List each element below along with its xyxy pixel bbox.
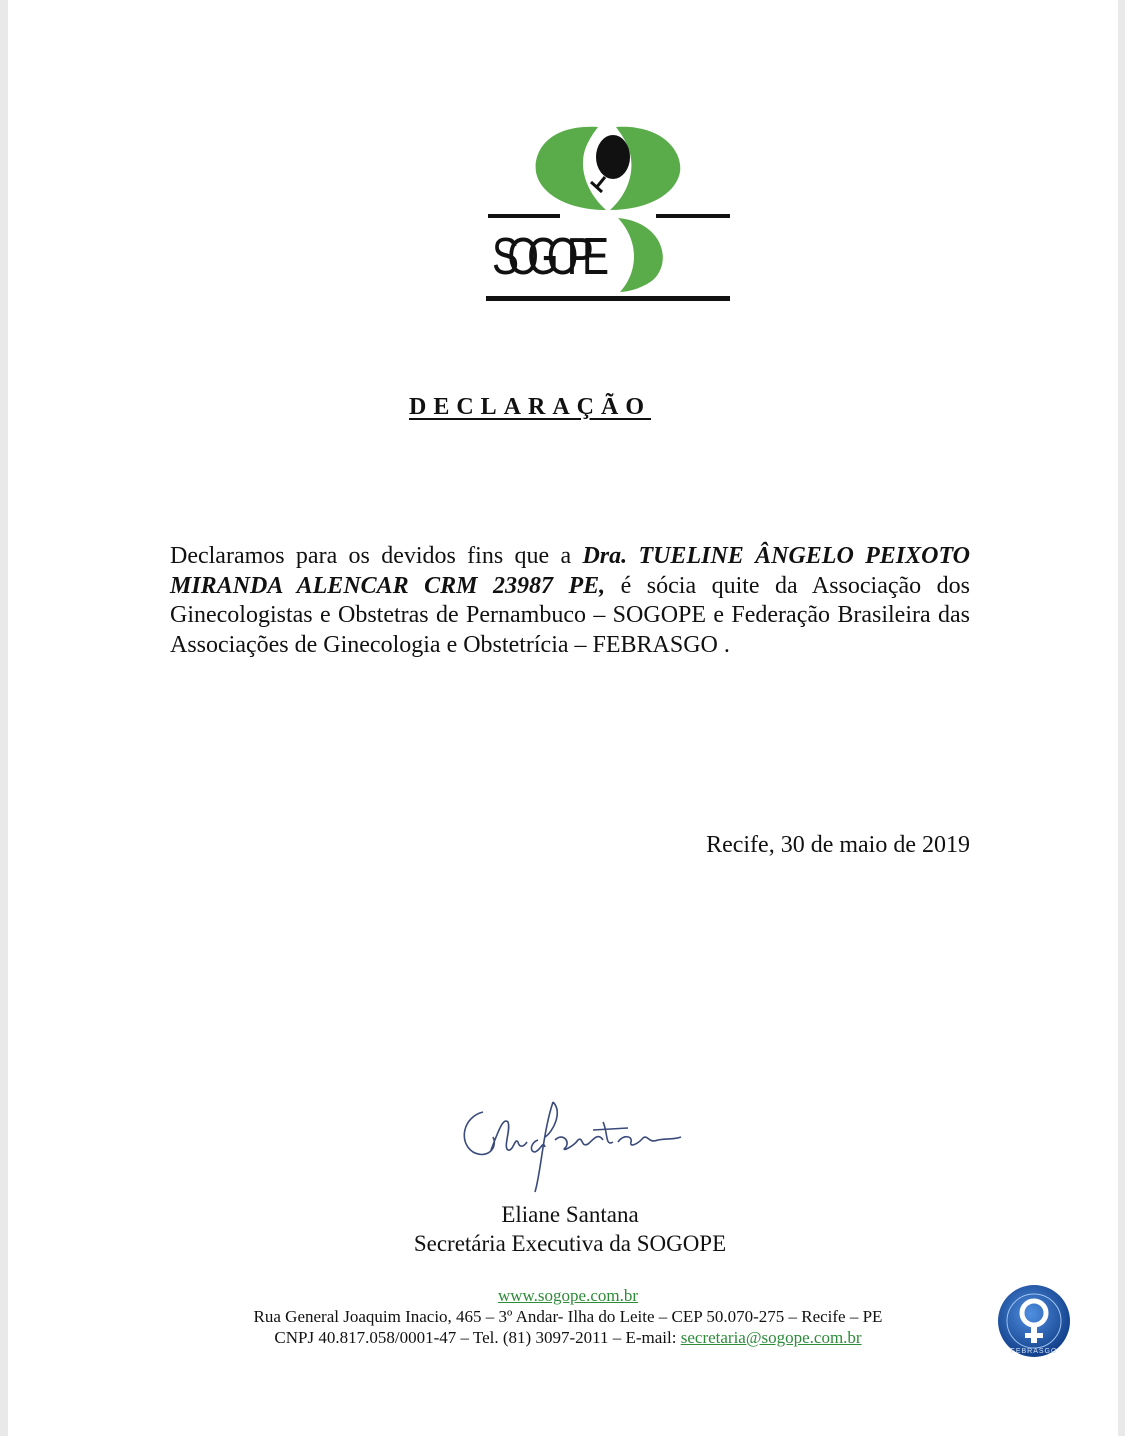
body-rest: é sócia quite da Associação dos Ginecologistas e Obstetras de Pernambuco – SOGOPE e Federação Brasileira das Associações de Ginecologia e Obstetrícia – FEBRASGO .	[170, 572, 970, 659]
febrasgo-logo	[996, 1283, 1072, 1359]
signer-role: Secretária Executiva da SOGOPE	[413, 1231, 727, 1256]
email-link[interactable]: secretaria@sogope.com.br	[680, 1328, 862, 1347]
body-intro: Declaramos para os devidos fins que a	[170, 543, 583, 569]
footer	[168, 1285, 968, 1348]
document-title: DECLARAÇÃO	[408, 394, 651, 420]
logo-text: SOGOPE	[492, 227, 610, 286]
website-link[interactable]: www.sogope.com.br	[497, 1286, 639, 1305]
declaration-text	[170, 542, 970, 661]
signature-image	[453, 1092, 693, 1202]
member-name: Dra. TUELINE ÂNGELO PEIXOTO MIRANDA ALENCAR CRM 23987 PE,	[170, 543, 970, 599]
sogope-logo	[478, 122, 738, 307]
svg-text:FEBRASGO: FEBRASGO	[1010, 1348, 1058, 1355]
footer-address: Rua General Joaquim Inacio, 465 – 3º Andar- Ilha do Leite – CEP 50.070-275 – Recife – PE	[253, 1307, 883, 1326]
signer-name: Eliane Santana	[501, 1202, 639, 1227]
footer-contact: CNPJ 40.817.058/0001-47 – Tel. (81) 3097-2011 – E-mail:	[274, 1328, 681, 1347]
document-date: Recife, 30 de maio de 2019	[706, 832, 970, 858]
document-page	[8, 0, 1118, 1436]
signer-block	[270, 1200, 870, 1258]
